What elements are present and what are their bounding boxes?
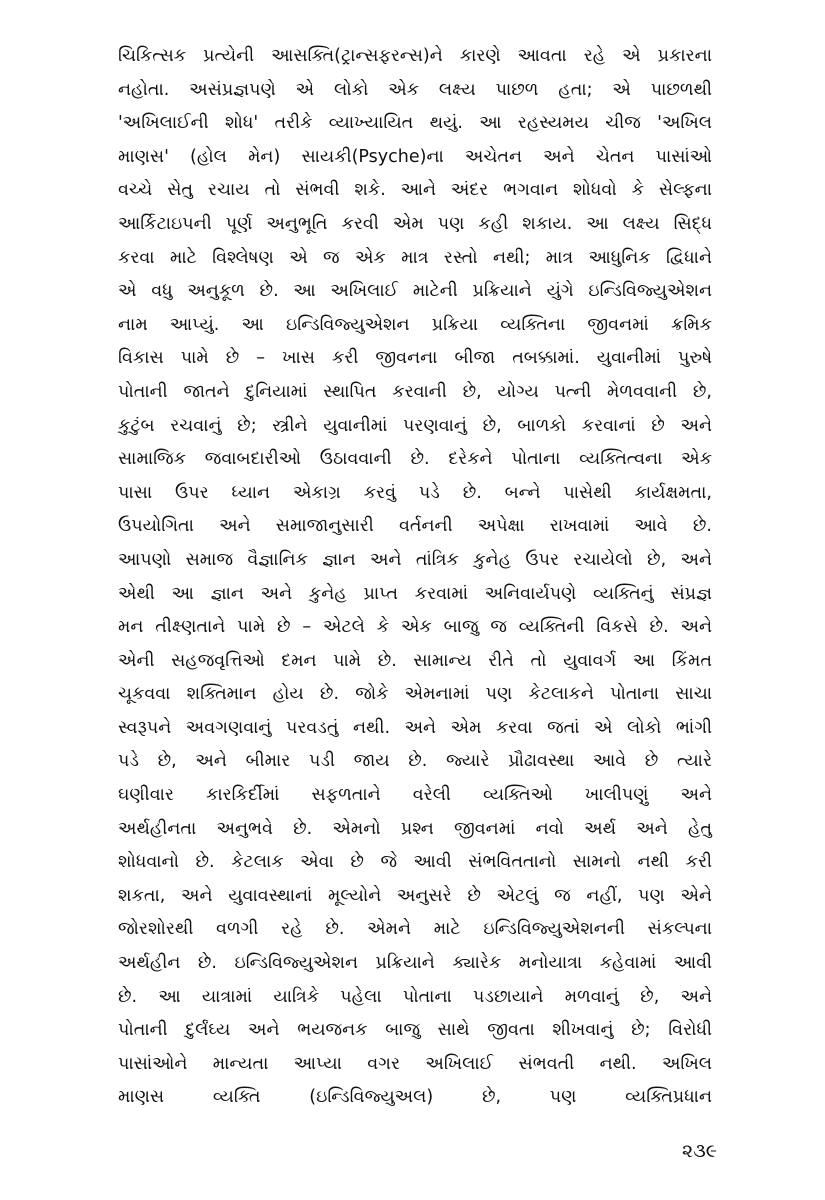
text-line: કરવા માટે વિશ્લેષણ એ જ એક માત્ર રસ્તો નથી; માત્ર આધુનિક દ્વિધાને <box>118 247 712 268</box>
text-line: સામાજિક જવાબદારીઓ ઉઠાવવાની છે. દરેકને પોતાના વ્યક્તિત્વના એક <box>118 449 712 470</box>
text-line: ચૂકવવા શક્તિમાન હોય છે. જોકે એમનામાં પણ કેટલાકને પોતાના સાચા <box>118 684 712 705</box>
text-line: એની સહજવૃત્તિઓ દમન પામે છે. સામાન્ય રીતે તો યુવાવર્ગ આ કિંમત <box>118 650 712 671</box>
text-line: ઉપયોગિતા અને સમાજાનુસારી વર્તનની અપેક્ષા રાખવામાં આવે છે. <box>118 516 712 537</box>
page-number: ૨૩૯ <box>681 1140 717 1162</box>
text-line: છે. આ યાત્રામાં યાત્રિકે પહેલા પોતાના પડછાયાને મળવાનું છે, અને <box>118 986 712 1007</box>
text-line: સ્વરૂપને અવગણવાનું પરવડતું નથી. અને એમ કરવા જતાં એ લોકો ભાંગી <box>118 717 712 738</box>
text-line: અર્થહીન છે. ઇન્ડિવિજ્યુએશન પ્રક્રિયાને ક્યારેક મનોયાત્રા કહેવામાં આવી <box>118 953 712 974</box>
text-line: અર્થહીનતા અનુભવે છે. એમનો પ્રશ્ન જીવનમાં નવો અર્થ અને હેતુ <box>118 818 712 839</box>
text-line: પાસાંઓને માન્યતા આપ્યા વગર અખિલાઈ સંભવતી નથી. અખિલ <box>118 1053 712 1074</box>
text-line: 'અખિલાઈની શોધ' તરીકે વ્યાખ્યાયિત થયું. આ રહસ્યમય ચીજ 'અખિલ <box>118 113 712 134</box>
text-line: એથી આ જ્ઞાન અને કુનેહ પ્રાપ્ત કરવામાં અનિવાર્યપણે વ્યક્તિનું સંપ્રજ્ઞ <box>118 583 712 604</box>
text-line: નામ આપ્યું. આ ઇન્ડિવિજ્યુએશન પ્રક્રિયા વ્યક્તિના જીવનમાં ક્રમિક <box>118 314 712 335</box>
text-line: જોરશોરથી વળગી રહે છે. એમને માટે ઇન્ડિવિજ્યુએશનની સંકલ્પના <box>118 919 712 940</box>
text-line: શોધવાનો છે. કેટલાક એવા છે જે આવી સંભવિતતાનો સામનો નથી કરી <box>118 852 712 873</box>
text-line: ચિકિત્સક પ્રત્યેની આસક્તિ(ટ્રાન્સફરન્સ)ને કારણે આવતા રહે એ પ્રકારના <box>118 46 712 66</box>
text-line: પોતાની જાતને દુનિયામાં સ્થાપિત કરવાની છે, યોગ્ય પત્ની મેળવવાની છે, <box>118 381 712 402</box>
text-line: કુટુંબ રચવાનું છે; સ્ત્રીને યુવાનીમાં પરણવાનું છે, બાળકો કરવાનાં છે અને <box>118 415 712 436</box>
text-line: વચ્ચે સેતુ રચાય તો સંભવી શકે. આને અંદર ભગવાન શોધવો કે સેલ્ફના <box>118 180 712 201</box>
text-line: પાસા ઉપર ધ્યાન એકાગ્ર કરવું પડે છે. બન્ને પાસેથી કાર્યક્ષમતા, <box>118 482 712 503</box>
text-line: મન તીક્ષ્ણતાને પામે છે – એટલે કે એક બાજુ જ વ્યક્તિની વિકસે છે. અને <box>118 617 712 638</box>
body-text <box>118 40 712 1115</box>
text-line: પોતાની દુર્લંઘ્ય અને ભયજનક બાજુ સાથે જીવતા શીખવાનું છે; વિરોધી <box>118 1020 712 1041</box>
text-line: ઘણીવાર કારકિર્દીમાં સફળતાને વરેલી વ્યક્તિઓ ખાલીપણું અને <box>118 785 712 806</box>
text-line: એ વધુ અનુકૂળ છે. આ અખિલાઈ માટેની પ્રક્રિયાને યુંગે ઇન્ડિવિજ્યુએશન <box>118 281 712 302</box>
text-line: વિકાસ પામે છે – ખાસ કરી જીવનના બીજા તબક્કામાં. યુવાનીમાં પુરુષે <box>118 348 712 369</box>
text-line: પડે છે, અને બીમાર પડી જાય છે. જ્યારે પ્રૌઢાવસ્થા આવે છે ત્યારે <box>118 751 712 772</box>
text-line: માણસ વ્યક્તિ (ઇન્ડિવિજ્યુઅલ) છે, પણ વ્યક્તિપ્રધાન <box>118 1087 712 1108</box>
text-line: આર્કિટાઇપની પૂર્ણ અનુભૂતિ કરવી એમ પણ કહી શકાય. આ લક્ષ્ય સિદ્ધ <box>118 213 712 234</box>
text-line: શકતા, અને યુવાવસ્થાનાં મૂલ્યોને અનુસરે છે એટલું જ નહીં, પણ એને <box>118 885 712 906</box>
text-line: માણસ' (હોલ મેન) સાયકી(Psyche)ના અચેતન અને ચેતન પાસાંઓ <box>118 146 712 167</box>
text-line: નહોતા. અસંપ્રજ્ઞપણે એ લોકો એક લક્ષ્ય પાછળ હતા; એ પાછળથી <box>118 79 712 100</box>
text-line: આપણો સમાજ વૈજ્ઞાનિક જ્ઞાન અને તાંત્રિક કુનેહ ઉપર રચાયેલો છે, અને <box>118 549 712 570</box>
